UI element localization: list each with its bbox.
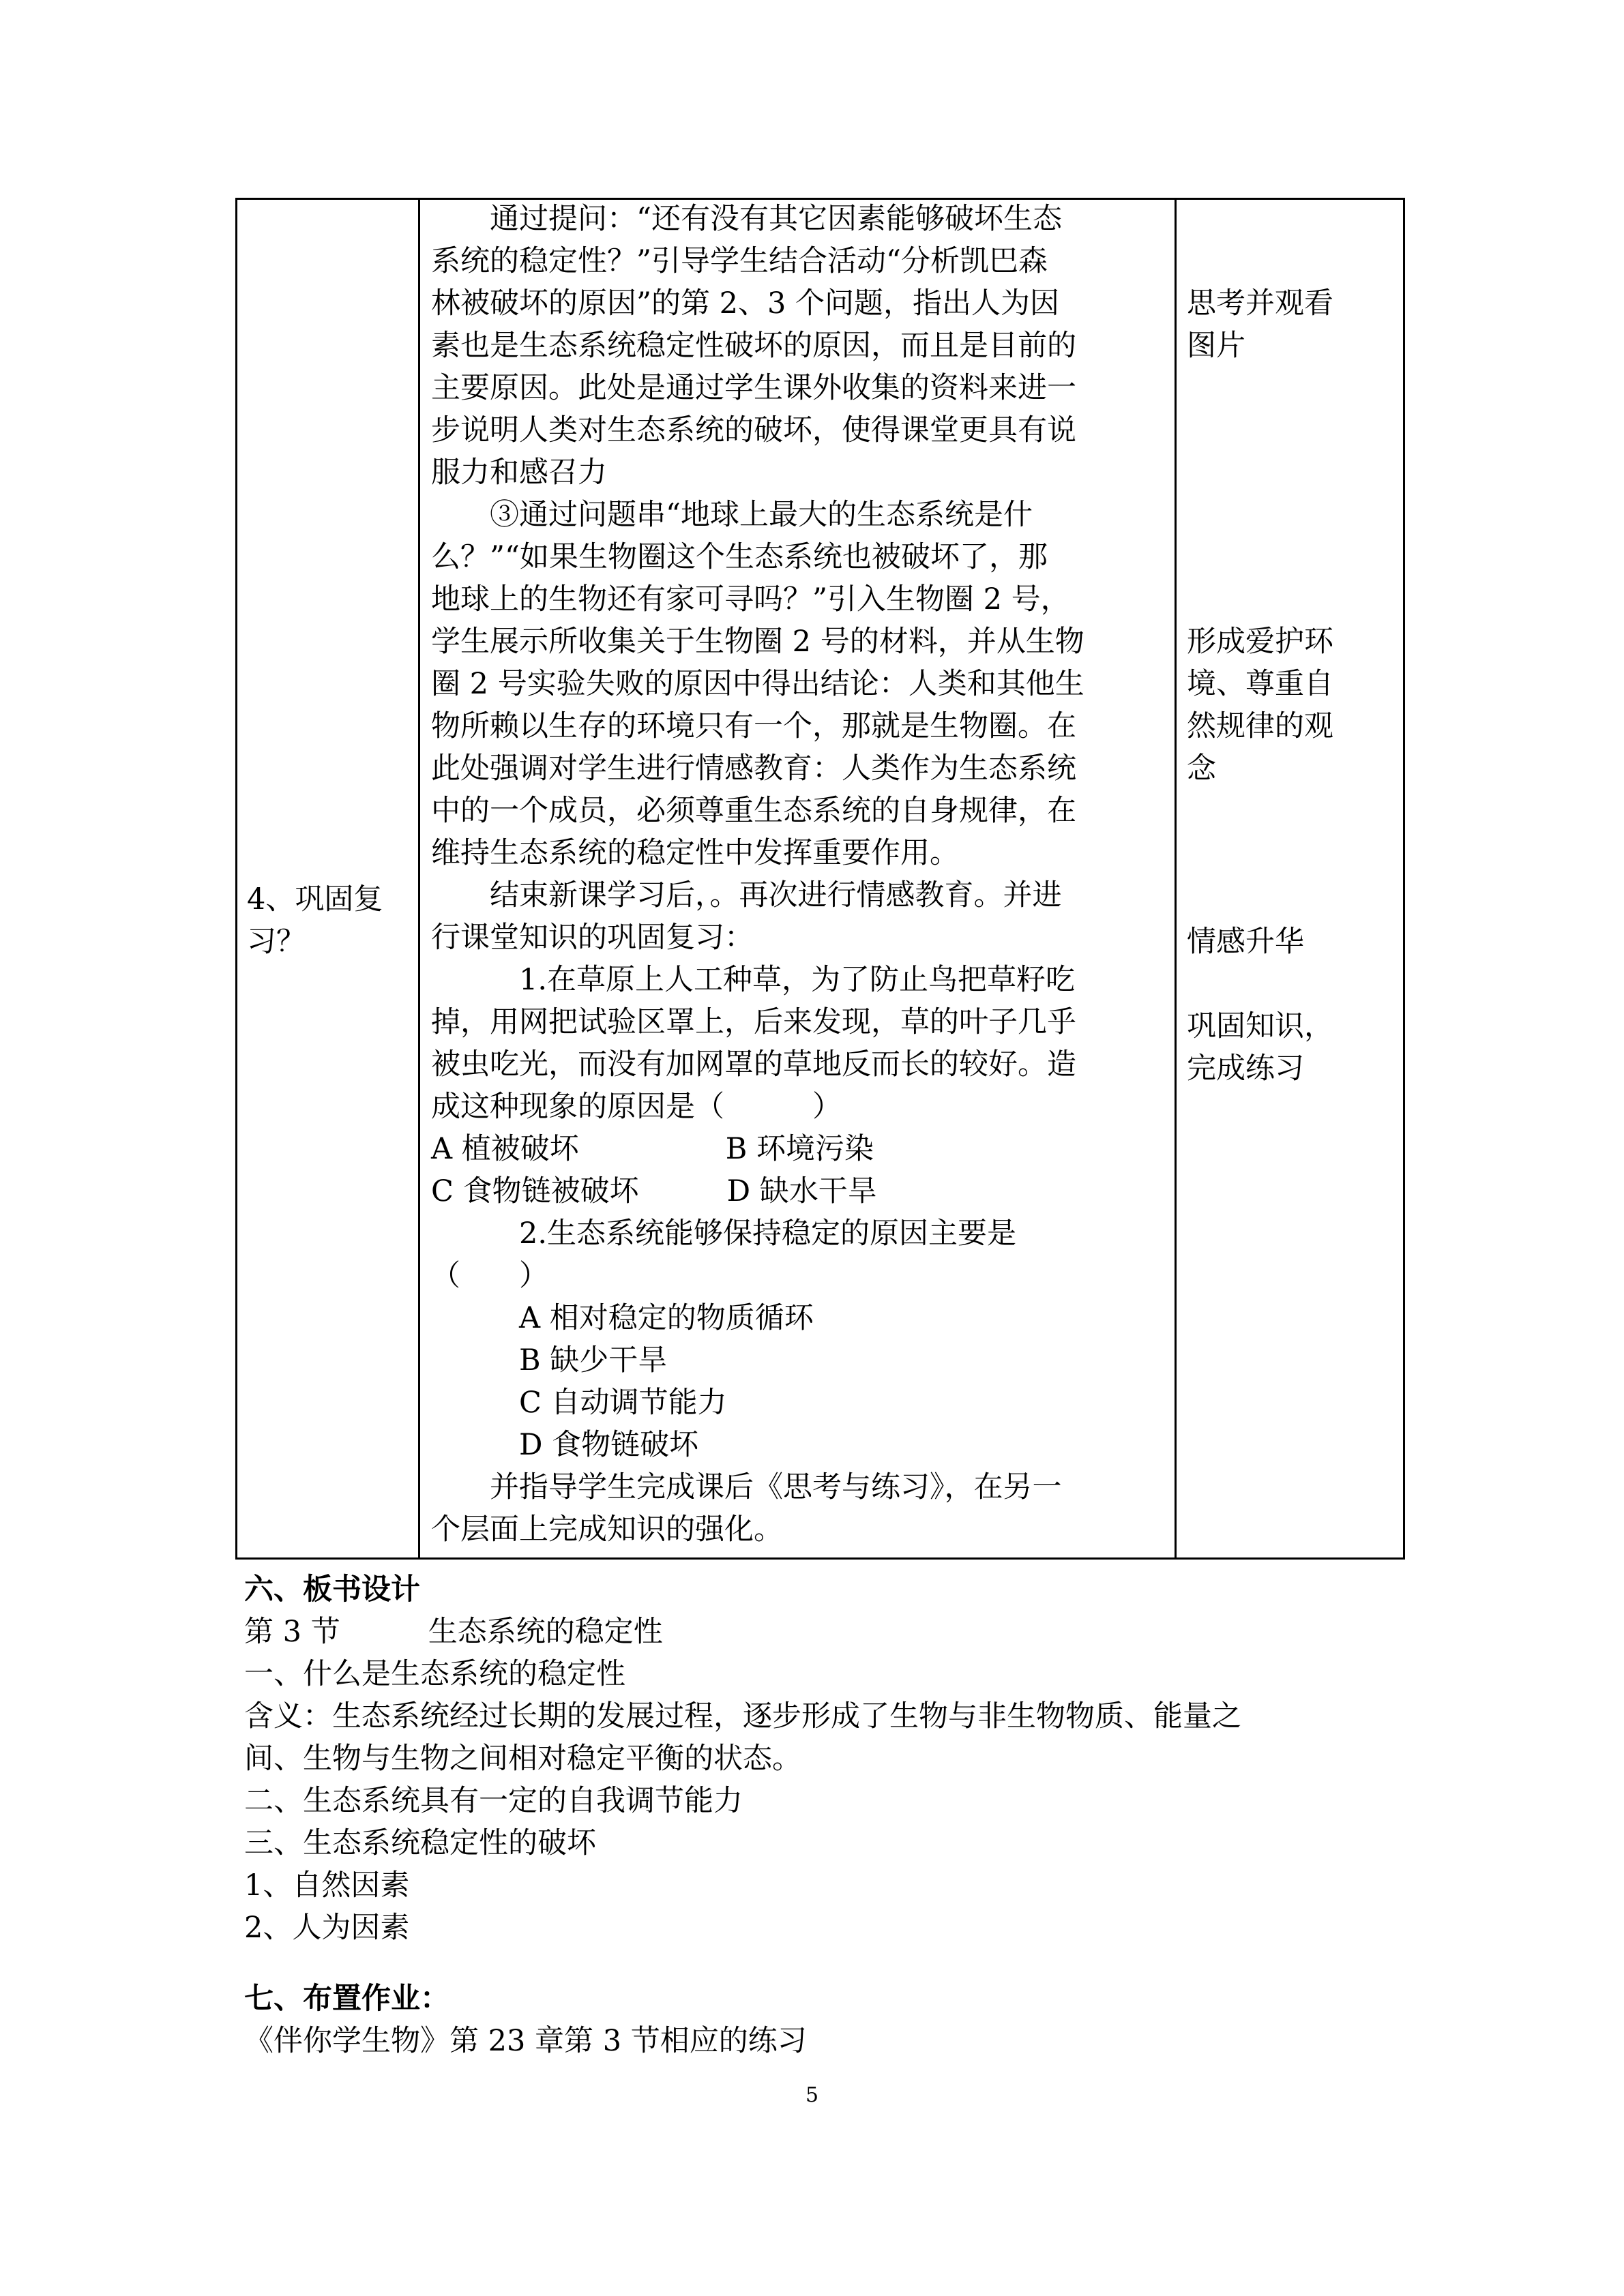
student-note-line: 图片: [1187, 329, 1245, 363]
section-label-line: 习？: [247, 925, 306, 959]
activity-line: 成这种现象的原因是（ ）: [431, 1090, 842, 1124]
activity-line: 系统的稳定性？”引导学生结合活动“分析凯巴森: [431, 244, 1048, 278]
board-design-line: 一、什么是生态系统的稳定性: [244, 1657, 625, 1691]
activity-line: B 缺少干旱: [431, 1343, 668, 1377]
student-note-emotion: [1187, 921, 1391, 963]
activity-line: ③通过问题串“地球上最大的生态系统是什: [431, 498, 1033, 532]
table-bottom-border: [235, 1557, 1405, 1560]
activity-line: 服力和感召力: [431, 456, 607, 490]
activity-line: 学生展示所收集关于生物圈 2 号的材料，并从生物: [431, 625, 1084, 659]
board-design-line: 二、生态系统具有一定的自我调节能力: [244, 1784, 743, 1818]
board-design-line: 1、自然因素: [244, 1868, 410, 1903]
activity-line: 个层面上完成知识的强化。: [431, 1512, 783, 1547]
activity-line: 1.在草原上人工种草，为了防止鸟把草籽吃: [431, 963, 1076, 997]
activity-line: D 食物链破坏: [431, 1428, 699, 1462]
table-left-border: [235, 198, 237, 1560]
activity-line: 通过提问：“还有没有其它因素能够破坏生态: [431, 202, 1062, 236]
student-note-attitude: [1187, 621, 1391, 790]
board-design-line: 第 3 节 生态系统的稳定性: [244, 1615, 663, 1649]
activity-line: 主要原因。此处是通过学生课外收集的资料来进一: [431, 371, 1076, 405]
student-note-line: 情感升华: [1187, 925, 1304, 959]
activity-line: 步说明人类对生态系统的破坏，使得课堂更具有说: [431, 413, 1076, 447]
activity-line: 维持生态系统的稳定性中发挥重要作用。: [431, 836, 959, 870]
student-note-line: 巩固知识，: [1187, 1009, 1333, 1043]
student-note-practice: [1187, 1005, 1391, 1090]
board-design-line: 间、生物与生物之间相对稳定平衡的状态。: [244, 1742, 801, 1776]
activity-line: 素也是生态系统稳定性破坏的原因，而且是目前的: [431, 329, 1076, 363]
student-note-line: 完成练习: [1187, 1052, 1304, 1086]
activity-line: 林被破坏的原因”的第 2、3 个问题，指出人为因: [431, 286, 1060, 320]
page-number: 5: [805, 2083, 819, 2107]
board-design-line: 三、生态系统稳定性的破坏: [244, 1826, 596, 1860]
table-divider-2: [1175, 198, 1177, 1560]
student-note-line: 然规律的观: [1187, 709, 1333, 743]
activity-line: 圈 2 号实验失败的原因中得出结论：人类和其他生: [431, 667, 1084, 701]
board-design-line: 2、人为因素: [244, 1911, 410, 1945]
activity-line: 结束新课学习后，。再次进行情感教育。并进: [431, 878, 1062, 912]
activity-line: 么？”“如果生物圈这个生态系统也被破坏了，那: [431, 540, 1048, 574]
student-note-line: 形成爱护环: [1187, 625, 1333, 659]
student-note-line: 念: [1187, 751, 1216, 786]
table-right-border: [1403, 198, 1405, 1560]
homework-text: 《伴你学生物》第 23 章第 3 节相应的练习: [244, 2024, 807, 2058]
student-note-line: 境、尊重自: [1187, 667, 1333, 701]
homework-heading: 七、布置作业：: [244, 1982, 449, 2016]
activity-line: 地球上的生物还有家可寻吗？”引入生物圈 2 号，: [431, 582, 1070, 616]
activity-line: 此处强调对学生进行情感教育：人类作为生态系统: [431, 751, 1076, 786]
section-label-line: 4、巩固复: [247, 882, 383, 916]
section-label-cell: [247, 878, 411, 963]
activity-line: 并指导学生完成课后《思考与练习》，在另一: [431, 1470, 1062, 1504]
activity-cell: [431, 198, 1147, 1551]
board-design-heading: 六、板书设计: [244, 1572, 420, 1607]
activity-line: A 相对稳定的物质循环: [431, 1301, 814, 1335]
student-note-line: 思考并观看: [1187, 286, 1333, 320]
activity-line: 物所赖以生存的环境只有一个，那就是生物圈。在: [431, 709, 1076, 743]
activity-line: 行课堂知识的巩固复习：: [431, 921, 754, 955]
activity-line: 掉，用网把试验区罩上，后来发现，草的叶子几乎: [431, 1005, 1076, 1039]
activity-line: 2.生态系统能够保持稳定的原因主要是: [431, 1217, 1017, 1251]
board-design-line: 含义：生态系统经过长期的发展过程，逐步形成了生物与非生物物质、能量之: [244, 1699, 1241, 1733]
activity-line: 被虫吃光，而没有加网罩的草地反而长的较好。造: [431, 1047, 1076, 1082]
activity-line: 中的一个成员，必须尊重生态系统的自身规律，在: [431, 794, 1076, 828]
activity-line: A 植被破坏 B 环境污染: [431, 1132, 874, 1166]
activity-line: （ ）: [431, 1259, 548, 1293]
student-note-think: [1187, 282, 1391, 367]
activity-line: C 食物链被破坏 D 缺水干旱: [431, 1174, 877, 1208]
activity-line: C 自动调节能力: [431, 1386, 727, 1420]
table-divider-1: [418, 198, 420, 1560]
